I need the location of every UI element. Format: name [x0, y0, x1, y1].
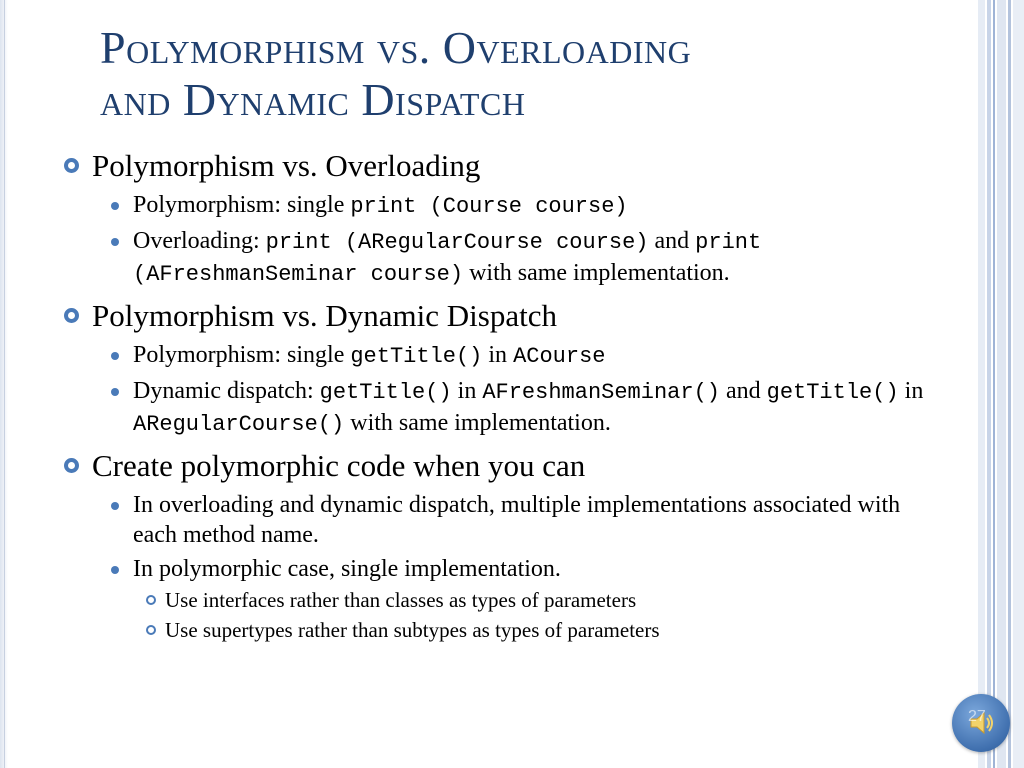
left-frame-rule	[4, 0, 5, 768]
bullet-text: Polymorphism: single	[133, 192, 345, 218]
bullet-text: Use supertypes rather than subtypes as types of parameters	[165, 618, 660, 642]
page-number: 27	[968, 708, 986, 725]
sub-bullet	[62, 376, 942, 440]
bullet-create-polymorphic-code	[62, 448, 942, 484]
code-snippet: ACourse	[513, 344, 606, 369]
title-line-2: and Dynamic Dispatch	[100, 74, 526, 125]
sub-sub-bullet	[62, 586, 942, 614]
bullet-text: in	[488, 342, 508, 368]
bullet-text: and	[654, 228, 690, 254]
bullet-text: In polymorphic case, single implementation.	[133, 556, 561, 582]
bullet-text: Use interfaces rather than classes as types of parameters	[165, 588, 637, 612]
bullet-heading: Polymorphism vs. Overloading	[92, 148, 481, 183]
ring-bullet-icon	[64, 158, 79, 173]
ring-bullet-icon	[64, 308, 79, 323]
sub-sub-bullet	[62, 616, 942, 644]
bullet-text: in	[904, 378, 924, 404]
bullet-text: Dynamic dispatch:	[133, 378, 314, 404]
bullet-text: in	[457, 378, 477, 404]
code-snippet: ARegularCourse()	[133, 412, 345, 437]
bullet-polymorphism-vs-dynamic-dispatch	[62, 298, 942, 334]
dot-bullet-icon	[111, 238, 119, 246]
bullet-text: Overloading:	[133, 228, 260, 254]
code-snippet: print (Course course)	[350, 194, 628, 219]
sub-bullet	[62, 340, 942, 372]
bullet-polymorphism-vs-overloading	[62, 148, 942, 184]
ring-bullet-icon	[64, 458, 79, 473]
title-line-1: Polymorphism vs. Overloading	[100, 22, 692, 73]
code-snippet: getTitle()	[766, 380, 899, 405]
sub-bullet	[62, 490, 942, 550]
bullet-text: and	[725, 378, 761, 404]
sub-bullet	[62, 554, 942, 584]
code-snippet: print (AFreshmanSeminar course)	[133, 230, 762, 287]
code-snippet: getTitle()	[350, 344, 483, 369]
slide-title	[100, 22, 691, 126]
bullet-text: with same implementation.	[350, 410, 611, 436]
slide-body	[62, 148, 942, 644]
sub-bullet	[62, 226, 942, 290]
dot-bullet-icon	[111, 202, 119, 210]
right-decorative-band	[978, 0, 1024, 768]
code-snippet: AFreshmanSeminar()	[482, 380, 720, 405]
small-ring-bullet-icon	[146, 625, 156, 635]
dot-bullet-icon	[111, 502, 119, 510]
code-snippet: getTitle()	[319, 380, 452, 405]
bullet-heading: Create polymorphic code when you can	[92, 448, 586, 483]
small-ring-bullet-icon	[146, 595, 156, 605]
sub-bullet	[62, 190, 942, 222]
bullet-text: with same implementation.	[469, 260, 730, 286]
dot-bullet-icon	[111, 352, 119, 360]
bullet-text: Polymorphism: single	[133, 342, 345, 368]
dot-bullet-icon	[111, 388, 119, 396]
bullet-text: In overloading and dynamic dispatch, multiple implementations associated with each method name.	[133, 492, 901, 548]
dot-bullet-icon	[111, 566, 119, 574]
bullet-heading: Polymorphism vs. Dynamic Dispatch	[92, 298, 557, 333]
code-snippet: print (ARegularCourse course)	[265, 230, 649, 255]
